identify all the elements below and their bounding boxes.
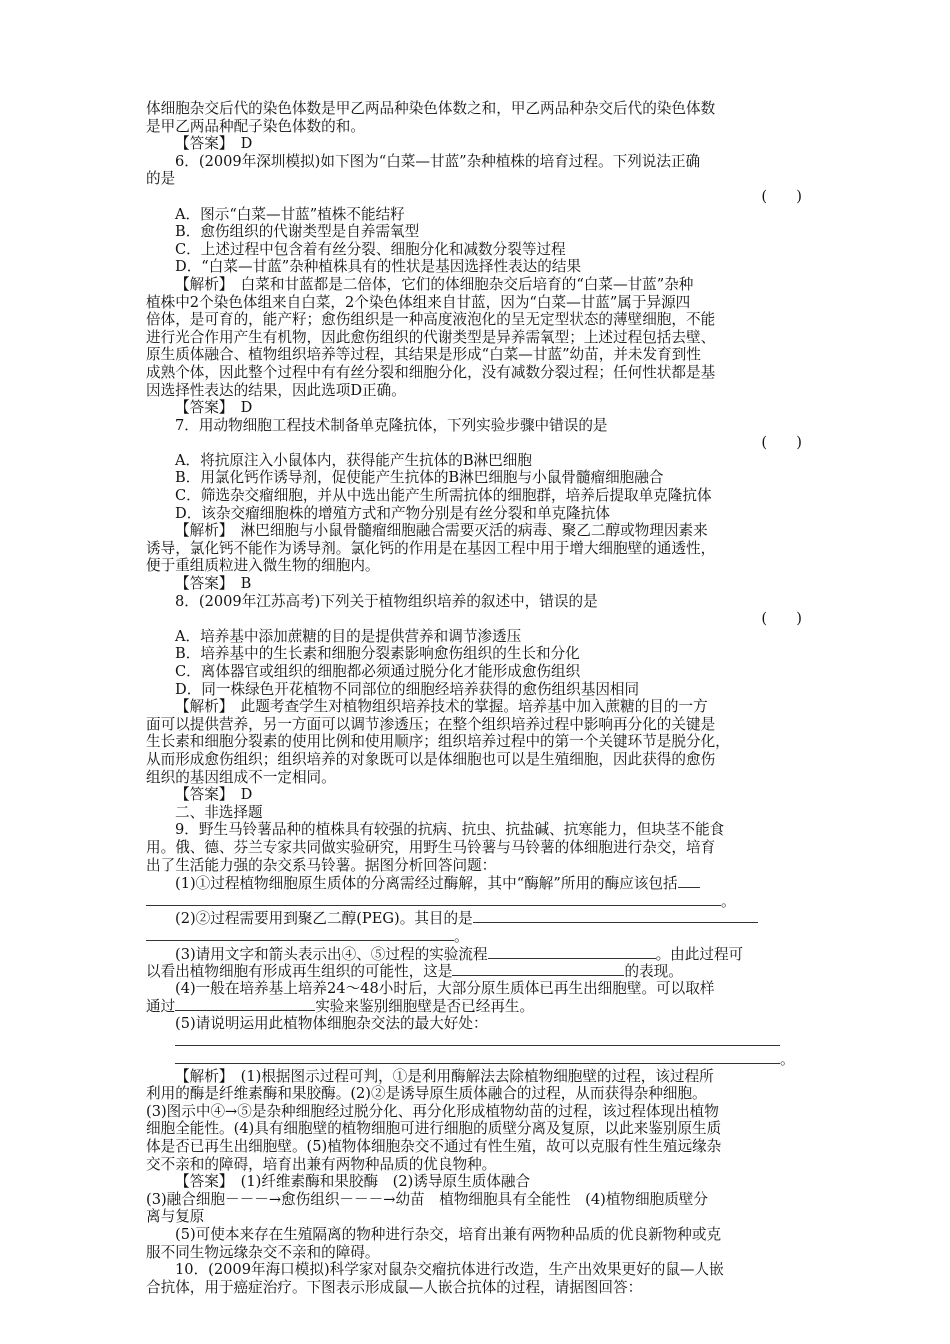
text-line: 组织的基因组成不一定相同。 — [146, 768, 336, 786]
option-7d: D．该杂交瘤细胞株的增殖方式和产物分别是有丝分裂和单克隆抗体 — [175, 504, 610, 522]
fill-blank[interactable] — [452, 962, 624, 976]
option-8a: A．培养基中添加蔗糖的目的是提供营养和调节渗透压 — [175, 627, 522, 645]
text-line: 原生质体融合、植物组织培养等过程，其结果是形成“白菜—甘蓝”幼苗，并未发育到性 — [146, 346, 701, 364]
question-6: 6．(2009年深圳模拟)如下图为“白菜—甘蓝”杂种植株的培育过程。下列说法正确 — [175, 152, 701, 170]
option-6d: D．“白菜—甘蓝”杂种植株具有的性状是基因选择性表达的结果 — [175, 258, 582, 276]
text-line: 通过 实验来鉴别细胞壁是否已经再生。 — [146, 998, 535, 1016]
text-line: (5)可使本来存在生殖隔离的物种进行杂交，培育出兼有两物种品质的优良新物种或克 — [175, 1226, 722, 1243]
text-line: 以看出植物细胞有形成再生组织的可能性，这是 的表现。 — [146, 963, 683, 981]
text-line: 面可以提供营养，另一方面可以调节渗透压；在整个组织培养过程中影响再分化的关键是 — [146, 715, 716, 733]
fill-blank[interactable] — [146, 892, 721, 906]
explanation-6: 【解析】 白菜和甘蓝都是二倍体，它们的体细胞杂交后培育的“白菜—甘蓝”杂种 — [175, 275, 694, 293]
explanation-9: 【解析】 (1)根据图示过程可判，①是利用酶解法去除植物细胞壁的过程，该过程所 — [175, 1067, 714, 1085]
text-line: 体是否已再生出细胞壁。(5)植物体细胞杂交不通过有性生殖，故可以克服有性生殖远缘杂 — [146, 1138, 722, 1156]
option-8c: C．离体器官或组织的细胞都必须通过脱分化才能形成愈伤组织 — [175, 663, 581, 680]
text-line: 生长素和细胞分裂素的使用比例和使用顺序；组织培养过程中的第一个关键环节是脱分化， — [146, 733, 730, 751]
option-6b: B．愈伤组织的代谢类型是自养需氧型 — [175, 223, 420, 241]
text-line: 诱导，氯化钙不能作为诱导剂。氯化钙的作用是在基因工程中用于增大细胞壁的通透性， — [146, 539, 716, 557]
text-line: 是甲乙两品种配子染色体数的和。 — [146, 117, 365, 135]
text-line: 的是 — [146, 170, 176, 188]
option-7c: C．筛选杂交瘤细胞，并从中选出能产生所需抗体的细胞群，培养后提取单克隆抗体 — [175, 487, 712, 505]
question-9: 9．野生马铃薯品种的植株具有较强的抗病、抗虫、抗盐碱、抗寒能力，但块茎不能食 — [175, 821, 725, 839]
text-line: 离与复原 — [146, 1208, 205, 1226]
question-9-3: (3)请用文字和箭头表示出④、⑤过程的实验流程 。由此过程可 — [175, 945, 744, 963]
answer-9: 【答案】 (1)纤维素酶和果胶酶 (2)诱导原生质体融合 — [175, 1173, 531, 1191]
question-8: 8．(2009年江苏高考)下列关于植物组织培养的叙述中，错误的是 — [175, 592, 598, 610]
blank-line — [146, 1032, 806, 1050]
question-10: 10．(2009年海口模拟)科学家对鼠杂交瘤抗体进行改造，生产出效果更好的鼠—人嵌 — [175, 1261, 724, 1279]
fill-blank[interactable] — [488, 945, 656, 959]
fill-blank[interactable] — [175, 1032, 780, 1046]
text-line: 服不同生物远缘杂交不亲和的障碍。 — [146, 1243, 380, 1261]
option-7a: A．将抗原注入小鼠体内，获得能产生抗体的B淋巴细胞 — [175, 451, 532, 469]
option-6c: C．上述过程中包含着有丝分裂、细胞分化和减数分裂等过程 — [175, 240, 566, 258]
blank-line: 。 — [146, 892, 806, 910]
text-line: 交不亲和的障碍，培育出兼有两物种品质的优良物种。 — [146, 1155, 497, 1173]
answer-8: 【答案】 D — [175, 786, 253, 804]
text-line: 细胞全能性。(4)具有细胞壁的植物细胞可进行细胞的质壁分离及复原，以此来鉴别原生质 — [146, 1120, 722, 1138]
answer-paren-6: ( ) — [761, 187, 802, 205]
question-9-5: (5)请说明运用此植物体细胞杂交法的最大好处： — [175, 1014, 488, 1032]
text-line: 合抗体，用于癌症治疗。下图表示形成鼠—人嵌合抗体的过程，请据图回答： — [146, 1278, 643, 1296]
text-line: 因选择性表达的结果，因此选项D正确。 — [146, 381, 406, 399]
option-8b: B．培养基中的生长素和细胞分裂素影响愈伤组织的生长和分化 — [175, 645, 580, 663]
document-page — [146, 100, 806, 1296]
question-7: 7．用动物细胞工程技术制备单克隆抗体，下列实验步骤中错误的是 — [175, 416, 608, 434]
fill-blank[interactable] — [678, 874, 700, 888]
option-8d: D．同一株绿色开花植物不同部位的细胞经培养获得的愈伤组织基因相同 — [175, 680, 640, 698]
text-line: 体细胞杂交后代的染色体数是甲乙两品种染色体数之和，甲乙两品种杂交后代的染色体数 — [146, 100, 716, 117]
section-heading: 二、非选择题 — [175, 803, 263, 821]
fill-blank[interactable] — [175, 997, 315, 1011]
option-6a: A．图示“白菜—甘蓝”植株不能结籽 — [175, 205, 405, 223]
explanation-7: 【解析】 淋巴细胞与小鼠骨髓瘤细胞融合需要灭活的病毒、聚乙二醇或物理因素来 — [175, 522, 708, 540]
text-line: 用。俄、德、芬兰专家共同做实验研究，用野生马铃薯与马铃薯的体细胞进行杂交，培育 — [146, 838, 716, 856]
answer-7: 【答案】 B — [175, 575, 252, 593]
text-line: 利用的酶是纤维素酶和果胶酶。(2)②是诱导原生质体融合的过程，从而获得杂种细胞。 — [146, 1085, 707, 1103]
blank-line: 。 — [146, 1050, 806, 1068]
fill-blank[interactable] — [146, 927, 454, 941]
text-line: 便于重组质粒进入微生物的细胞内。 — [146, 557, 380, 575]
text-line: 成熟个体，因此整个过程中有有丝分裂和细胞分化，没有减数分裂过程；任何性状都是基 — [146, 363, 716, 381]
question-9-1: (1)①过程植物细胞原生质体的分离需经过酶解，其中“酶解”所用的酶应该包括 — [146, 874, 806, 892]
answer-paren-7: ( ) — [761, 434, 802, 452]
text-line: 倍体，是可育的，能产籽；愈伤组织是一种高度液泡化的呈无定型状态的薄壁细胞，不能 — [146, 311, 716, 329]
blank-line: 。 — [146, 927, 806, 945]
text-line: 从而形成愈伤组织；组织培养的对象既可以是体细胞也可以是生殖细胞，因此获得的愈伤 — [146, 750, 716, 768]
option-7b: B．用氯化钙作诱导剂，促使能产生抗体的B淋巴细胞与小鼠骨髓瘤细胞融合 — [175, 469, 664, 487]
answer-5: 【答案】 D — [175, 135, 253, 153]
fill-blank[interactable] — [473, 909, 758, 923]
explanation-8: 【解析】 此题考查学生对植物组织培养技术的掌握。培养基中加入蔗糖的目的一方 — [175, 698, 708, 716]
fill-blank[interactable] — [175, 1050, 780, 1064]
answer-6: 【答案】 D — [175, 399, 253, 417]
question-9-4: (4)一般在培养基上培养24～48小时后，大部分原生质体已再生出细胞壁。可以取样 — [175, 979, 715, 997]
text-line: (3)图示中④→⑤是杂种细胞经过脱分化、再分化形成植物幼苗的过程，该过程体现出植物 — [146, 1102, 719, 1120]
text-line: 出了生活能力强的杂交系马铃薯。据图分析回答问题： — [146, 856, 497, 874]
text-line: 植株中2个染色体组来自白菜，2个染色体组来自甘蓝，因为“白菜—甘蓝”属于异源四 — [146, 293, 691, 311]
text-line: (3)融合细胞－－－→愈伤组织－－－→幼苗 植物细胞具有全能性 (4)植物细胞质壁分 — [146, 1190, 708, 1208]
answer-paren-8: ( ) — [761, 610, 802, 628]
text-line: 进行光合作用产生有机物，因此愈伤组织的代谢类型是异养需氧型；上述过程包括去壁、 — [146, 328, 716, 346]
question-9-2: (2)②过程需要用到聚乙二醇(PEG)。其目的是 — [146, 909, 806, 927]
